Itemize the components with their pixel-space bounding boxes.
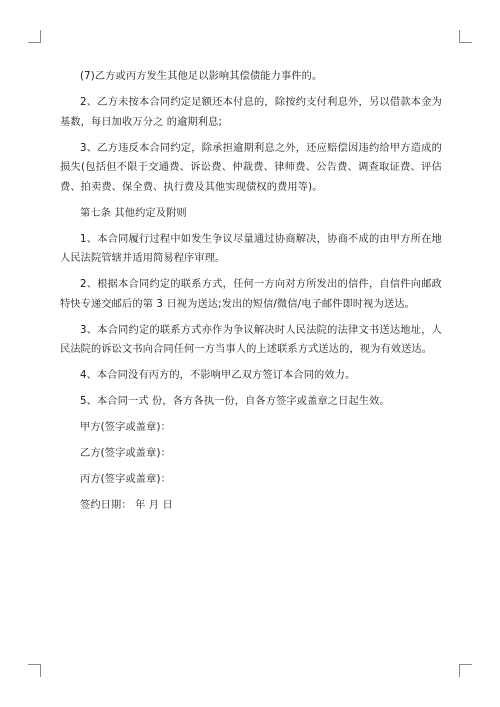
section-heading-article-7: 第七条 其他约定及附则 xyxy=(80,207,187,219)
paragraph-breach-compensation: 3、乙方违反本合同约定，除承担逾期利息之外，还应赔偿因违约给甲方造成的损失(包括但不限于交通费、诉讼费、仲裁费、律师费、公告费、调查取证费、评估费、拍卖费、保全费、执行费及其他实现债权的费用等)。 xyxy=(60,142,442,193)
paragraph-dispute-resolution: 1、本合同履行过程中如发生争议尽量通过协商解决，协商不成的由甲方所在地人民法院管辖并适用简易程序审理。 xyxy=(60,233,442,264)
signature-party-c: 丙方(签字或盖章)： xyxy=(80,474,171,485)
paragraph-clause-7-item: (7)乙方或丙方发生其他足以影响其偿债能力事件的。 xyxy=(80,71,323,82)
paragraph-notice-delivery: 2、根据本合同约定的联系方式，任何一方向对方所发出的信件，自信件向邮政特快专递交邮后的第 3 日视为送达;发出的短信/微信/电子邮件即时视为送达。 xyxy=(60,279,442,310)
page-corner-mark-bottom-left xyxy=(28,664,41,677)
page-corner-mark-top-left xyxy=(28,30,41,43)
signing-date: 签约日期： 年 月 日 xyxy=(80,500,173,511)
signature-party-a: 甲方(签字或盖章)： xyxy=(80,422,171,433)
paragraph-legal-service-address: 3、本合同约定的联系方式亦作为争议解决时人民法院的法律文书送达地址，人民法院的诉讼文书向合同任何一方当事人的上述联系方式送达的，视为有效送达。 xyxy=(60,324,442,355)
signature-party-b: 乙方(签字或盖章)： xyxy=(80,448,171,459)
page-corner-mark-top-right xyxy=(459,30,472,43)
paragraph-no-third-party: 4、本合同没有丙方的，不影响甲乙双方签订本合同的效力。 xyxy=(80,370,356,381)
document-body xyxy=(60,67,442,522)
page-corner-mark-bottom-right xyxy=(459,664,472,677)
paragraph-overdue-interest: 2、乙方未按本合同约定足额还本付息的，除按约支付利息外，另以借款本金为基数，每日加收万分之 的逾期利息; xyxy=(60,97,442,128)
paragraph-effectiveness: 5、本合同一式 份，各方各执一份，自各方签字或盖章之日起生效。 xyxy=(80,396,390,407)
